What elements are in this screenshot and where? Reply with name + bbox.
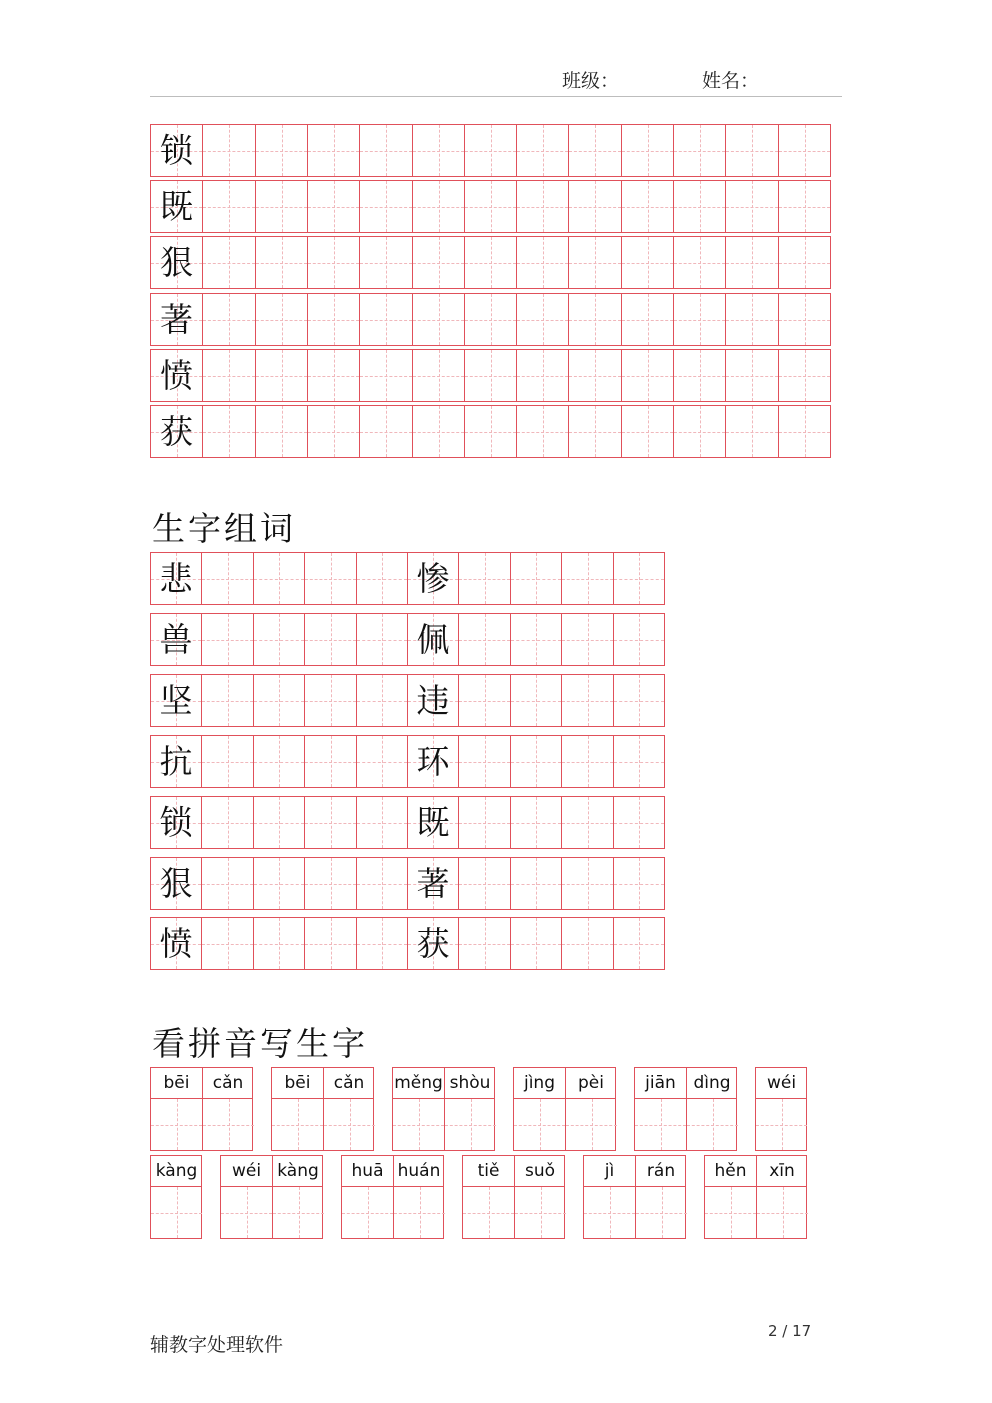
practice-writing-cell[interactable] <box>412 349 465 402</box>
word-writing-cell[interactable] <box>510 857 562 910</box>
pinyin-word-box <box>583 1155 686 1239</box>
word-writing-cell[interactable] <box>253 613 305 666</box>
writing-square[interactable] <box>202 1099 254 1150</box>
model-character: 既 <box>160 187 193 226</box>
pinyin-word-box <box>271 1067 374 1151</box>
practice-writing-cell[interactable] <box>307 180 360 233</box>
writing-square[interactable] <box>635 1187 687 1238</box>
word-writing-cell[interactable] <box>613 674 665 727</box>
practice-writing-cell[interactable] <box>412 180 465 233</box>
practice-writing-cell[interactable] <box>778 405 831 458</box>
practice-writing-cell[interactable] <box>464 180 517 233</box>
practice-writing-cell[interactable] <box>464 124 517 177</box>
pinyin-label: měng <box>393 1068 444 1099</box>
pinyin-label: tiě <box>463 1156 514 1187</box>
pinyin-word-box <box>755 1067 807 1151</box>
word-model-cell <box>150 674 202 727</box>
practice-writing-cell[interactable] <box>673 293 726 346</box>
word-writing-cell[interactable] <box>458 674 511 727</box>
writing-square[interactable] <box>221 1187 272 1238</box>
pinyin-label: huā <box>342 1156 393 1187</box>
writing-square[interactable] <box>393 1099 444 1150</box>
practice-writing-cell[interactable] <box>412 293 465 346</box>
practice-writing-cell[interactable] <box>412 236 465 289</box>
practice-writing-cell[interactable] <box>412 405 465 458</box>
pinyin-label: cǎn <box>323 1068 374 1099</box>
practice-writing-cell[interactable] <box>516 293 569 346</box>
word-writing-cell[interactable] <box>561 917 614 970</box>
word-writing-cell[interactable] <box>458 917 511 970</box>
practice-writing-cell[interactable] <box>778 124 831 177</box>
practice-writing-cell[interactable] <box>673 236 726 289</box>
model-character: 著 <box>160 300 193 339</box>
practice-writing-cell[interactable] <box>202 180 256 233</box>
practice-writing-cell[interactable] <box>725 405 779 458</box>
word-writing-cell[interactable] <box>304 735 357 788</box>
practice-writing-cell[interactable] <box>568 405 622 458</box>
pinyin-label: huán <box>393 1156 444 1187</box>
word-writing-cell[interactable] <box>253 796 305 849</box>
word-writing-cell[interactable] <box>510 796 562 849</box>
practice-writing-cell[interactable] <box>255 124 308 177</box>
practice-writing-cell[interactable] <box>673 124 726 177</box>
model-character: 狠 <box>159 864 193 903</box>
word-writing-cell[interactable] <box>458 857 511 910</box>
word-writing-cell[interactable] <box>201 857 254 910</box>
pinyin-label: bēi <box>272 1068 323 1099</box>
writing-square[interactable] <box>463 1187 514 1238</box>
word-writing-cell[interactable] <box>201 735 254 788</box>
practice-model-cell <box>150 124 203 177</box>
pinyin-label: dìng <box>686 1068 737 1099</box>
practice-writing-cell[interactable] <box>725 293 779 346</box>
word-writing-cell[interactable] <box>458 735 511 788</box>
practice-writing-cell[interactable] <box>202 349 256 402</box>
practice-writing-cell[interactable] <box>568 236 622 289</box>
practice-writing-cell[interactable] <box>621 405 674 458</box>
word-writing-cell[interactable] <box>253 857 305 910</box>
word-writing-cell[interactable] <box>458 796 511 849</box>
practice-model-cell <box>150 405 203 458</box>
word-writing-cell[interactable] <box>561 552 614 605</box>
practice-writing-cell[interactable] <box>255 180 308 233</box>
word-writing-cell[interactable] <box>356 552 408 605</box>
pinyin-label: suǒ <box>514 1156 565 1187</box>
practice-writing-cell[interactable] <box>464 236 517 289</box>
word-writing-cell[interactable] <box>304 796 357 849</box>
practice-writing-cell[interactable] <box>359 349 413 402</box>
writing-square[interactable] <box>151 1187 202 1238</box>
practice-writing-cell[interactable] <box>516 236 569 289</box>
writing-square[interactable] <box>756 1099 807 1150</box>
word-writing-cell[interactable] <box>304 552 357 605</box>
practice-writing-cell[interactable] <box>568 124 622 177</box>
practice-writing-cell[interactable] <box>359 236 413 289</box>
word-writing-cell[interactable] <box>201 917 254 970</box>
pinyin-word-box <box>513 1067 616 1151</box>
pinyin-label: jiān <box>635 1068 686 1099</box>
model-character: 锁 <box>160 131 193 170</box>
practice-writing-cell[interactable] <box>516 124 569 177</box>
practice-writing-cell[interactable] <box>673 405 726 458</box>
word-model-cell <box>407 796 459 849</box>
model-character: 违 <box>416 681 450 720</box>
writing-square[interactable] <box>514 1187 566 1238</box>
word-writing-cell[interactable] <box>613 857 665 910</box>
pinyin-label: bēi <box>151 1068 202 1099</box>
practice-writing-cell[interactable] <box>359 180 413 233</box>
word-model-cell <box>407 613 459 666</box>
pinyin-word-box <box>150 1067 253 1151</box>
practice-writing-cell[interactable] <box>516 349 569 402</box>
word-model-cell <box>150 552 202 605</box>
word-writing-cell[interactable] <box>510 735 562 788</box>
practice-model-cell <box>150 236 203 289</box>
practice-writing-cell[interactable] <box>673 180 726 233</box>
word-writing-cell[interactable] <box>458 613 511 666</box>
pinyin-label: shòu <box>444 1068 495 1099</box>
word-model-cell <box>407 552 459 605</box>
pinyin-label: wéi <box>756 1068 807 1099</box>
practice-writing-cell[interactable] <box>255 349 308 402</box>
practice-writing-cell[interactable] <box>464 405 517 458</box>
word-writing-cell[interactable] <box>304 917 357 970</box>
header-divider <box>150 96 842 97</box>
word-writing-cell[interactable] <box>356 796 408 849</box>
word-writing-cell[interactable] <box>253 917 305 970</box>
pinyin-word-box <box>341 1155 444 1239</box>
practice-writing-cell[interactable] <box>778 236 831 289</box>
practice-writing-cell[interactable] <box>307 124 360 177</box>
pinyin-label: pèi <box>565 1068 616 1099</box>
word-writing-cell[interactable] <box>613 613 665 666</box>
practice-writing-cell[interactable] <box>778 349 831 402</box>
words-section-title: 生字组词 <box>152 509 296 548</box>
pinyin-label: wéi <box>221 1156 272 1187</box>
pinyin-word-box <box>220 1155 323 1239</box>
practice-writing-cell[interactable] <box>621 124 674 177</box>
pinyin-word-box <box>634 1067 737 1151</box>
practice-writing-cell[interactable] <box>359 124 413 177</box>
pinyin-label: kàng <box>272 1156 323 1187</box>
practice-writing-cell[interactable] <box>307 293 360 346</box>
model-character: 坚 <box>159 681 193 720</box>
word-writing-cell[interactable] <box>356 735 408 788</box>
word-writing-cell[interactable] <box>201 796 254 849</box>
model-character: 愤 <box>160 356 193 395</box>
class-label: 班级： <box>562 70 620 92</box>
page-number: 2 / 17 <box>768 1322 812 1340</box>
word-writing-cell[interactable] <box>613 796 665 849</box>
practice-writing-cell[interactable] <box>307 405 360 458</box>
word-model-cell <box>407 674 459 727</box>
practice-model-cell <box>150 349 203 402</box>
word-writing-cell[interactable] <box>613 735 665 788</box>
pinyin-word-box <box>704 1155 807 1239</box>
model-character: 狠 <box>160 243 193 282</box>
practice-writing-cell[interactable] <box>202 405 256 458</box>
word-writing-cell[interactable] <box>561 735 614 788</box>
word-writing-cell[interactable] <box>356 917 408 970</box>
word-writing-cell[interactable] <box>304 674 357 727</box>
practice-writing-cell[interactable] <box>307 349 360 402</box>
pinyin-label: jì <box>584 1156 635 1187</box>
word-writing-cell[interactable] <box>304 857 357 910</box>
writing-square[interactable] <box>514 1099 565 1150</box>
practice-writing-cell[interactable] <box>778 293 831 346</box>
name-label: 姓名： <box>702 70 760 92</box>
writing-square[interactable] <box>151 1099 202 1150</box>
word-writing-cell[interactable] <box>561 674 614 727</box>
word-writing-cell[interactable] <box>510 674 562 727</box>
model-character: 悲 <box>159 559 193 598</box>
model-character: 兽 <box>159 620 193 659</box>
practice-writing-cell[interactable] <box>778 180 831 233</box>
practice-writing-cell[interactable] <box>673 349 726 402</box>
word-model-cell <box>150 917 202 970</box>
writing-square[interactable] <box>584 1187 635 1238</box>
word-model-cell <box>407 917 459 970</box>
writing-square[interactable] <box>635 1099 686 1150</box>
practice-model-cell <box>150 293 203 346</box>
word-writing-cell[interactable] <box>561 796 614 849</box>
model-character: 惨 <box>416 559 450 598</box>
writing-square[interactable] <box>393 1187 445 1238</box>
word-writing-cell[interactable] <box>561 613 614 666</box>
word-writing-cell[interactable] <box>253 674 305 727</box>
practice-writing-cell[interactable] <box>255 236 308 289</box>
practice-writing-cell[interactable] <box>359 293 413 346</box>
writing-square[interactable] <box>342 1187 393 1238</box>
model-character: 佩 <box>416 620 450 659</box>
word-model-cell <box>150 735 202 788</box>
word-model-cell <box>407 857 459 910</box>
practice-writing-cell[interactable] <box>202 293 256 346</box>
model-character: 锁 <box>159 803 193 842</box>
pinyin-label: hěn <box>705 1156 756 1187</box>
practice-writing-cell[interactable] <box>621 349 674 402</box>
word-writing-cell[interactable] <box>356 857 408 910</box>
practice-writing-cell[interactable] <box>412 124 465 177</box>
word-writing-cell[interactable] <box>253 735 305 788</box>
word-writing-cell[interactable] <box>201 613 254 666</box>
practice-writing-cell[interactable] <box>725 124 779 177</box>
pinyin-word-box <box>392 1067 495 1151</box>
word-writing-cell[interactable] <box>356 613 408 666</box>
word-writing-cell[interactable] <box>613 552 665 605</box>
practice-writing-cell[interactable] <box>202 236 256 289</box>
pinyin-word-box <box>150 1155 202 1239</box>
footer-brand: 辅教字处理软件 <box>150 1334 284 1356</box>
writing-square[interactable] <box>323 1099 375 1150</box>
word-writing-cell[interactable] <box>613 917 665 970</box>
model-character: 环 <box>416 742 450 781</box>
writing-square[interactable] <box>705 1187 756 1238</box>
word-writing-cell[interactable] <box>510 552 562 605</box>
word-writing-cell[interactable] <box>510 613 562 666</box>
practice-writing-cell[interactable] <box>516 405 569 458</box>
practice-writing-cell[interactable] <box>516 180 569 233</box>
model-character: 获 <box>416 924 450 963</box>
practice-writing-cell[interactable] <box>464 293 517 346</box>
practice-writing-cell[interactable] <box>255 405 308 458</box>
word-model-cell <box>150 796 202 849</box>
word-model-cell <box>150 613 202 666</box>
practice-writing-cell[interactable] <box>202 124 256 177</box>
practice-writing-cell[interactable] <box>359 405 413 458</box>
model-character: 著 <box>416 864 450 903</box>
practice-writing-cell[interactable] <box>725 236 779 289</box>
pinyin-label: cǎn <box>202 1068 253 1099</box>
word-writing-cell[interactable] <box>561 857 614 910</box>
practice-writing-cell[interactable] <box>621 293 674 346</box>
word-model-cell <box>150 857 202 910</box>
model-character: 愤 <box>159 924 193 963</box>
pinyin-word-box <box>462 1155 565 1239</box>
word-writing-cell[interactable] <box>356 674 408 727</box>
writing-square[interactable] <box>686 1099 738 1150</box>
writing-square[interactable] <box>272 1099 323 1150</box>
writing-square[interactable] <box>756 1187 808 1238</box>
practice-writing-cell[interactable] <box>464 349 517 402</box>
word-writing-cell[interactable] <box>510 917 562 970</box>
practice-writing-cell[interactable] <box>725 349 779 402</box>
practice-writing-cell[interactable] <box>725 180 779 233</box>
writing-square[interactable] <box>272 1187 324 1238</box>
model-character: 既 <box>416 803 450 842</box>
pinyin-label: kàng <box>151 1156 202 1187</box>
practice-writing-cell[interactable] <box>255 293 308 346</box>
practice-model-cell <box>150 180 203 233</box>
word-model-cell <box>407 735 459 788</box>
practice-writing-cell[interactable] <box>307 236 360 289</box>
practice-writing-cell[interactable] <box>568 293 622 346</box>
practice-writing-cell[interactable] <box>568 180 622 233</box>
pinyin-label: jìng <box>514 1068 565 1099</box>
model-character: 获 <box>160 412 193 451</box>
pinyin-section-title: 看拼音写生字 <box>152 1024 368 1063</box>
pinyin-label: xīn <box>756 1156 807 1187</box>
practice-writing-cell[interactable] <box>621 180 674 233</box>
writing-square[interactable] <box>444 1099 496 1150</box>
practice-writing-cell[interactable] <box>568 349 622 402</box>
word-writing-cell[interactable] <box>253 552 305 605</box>
word-writing-cell[interactable] <box>201 674 254 727</box>
practice-writing-cell[interactable] <box>621 236 674 289</box>
model-character: 抗 <box>159 742 193 781</box>
writing-square[interactable] <box>565 1099 617 1150</box>
word-writing-cell[interactable] <box>304 613 357 666</box>
word-writing-cell[interactable] <box>458 552 511 605</box>
pinyin-label: rán <box>635 1156 686 1187</box>
word-writing-cell[interactable] <box>201 552 254 605</box>
